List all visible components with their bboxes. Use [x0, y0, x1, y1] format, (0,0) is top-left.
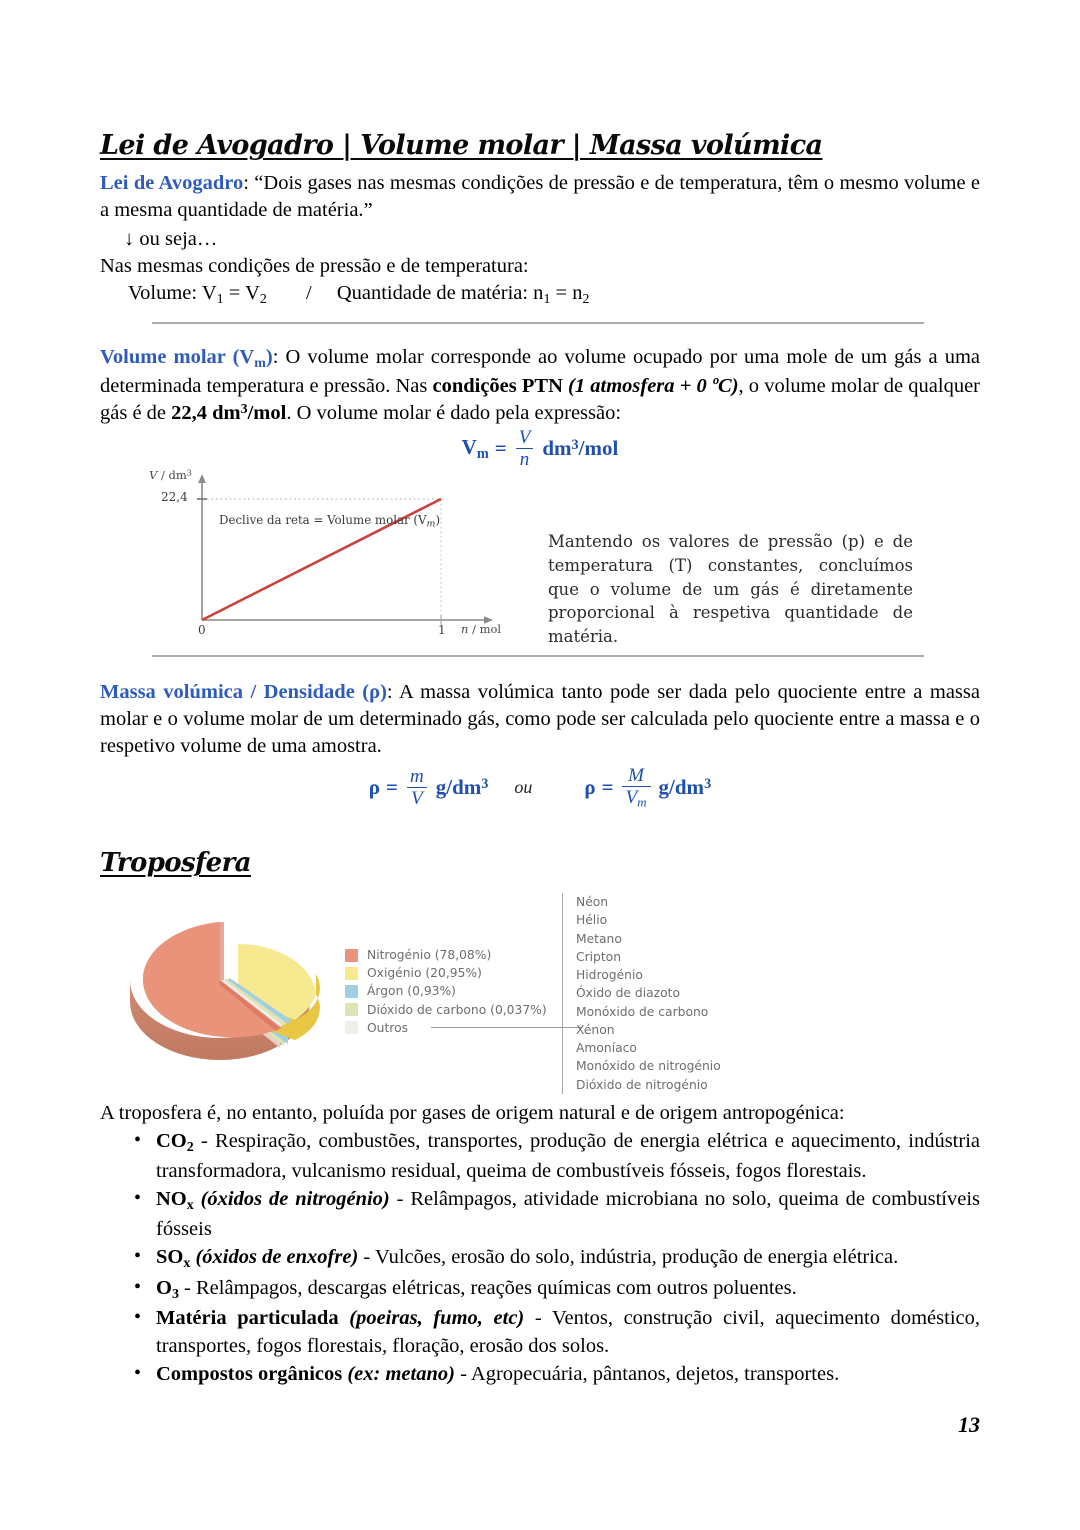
legend-swatch-nitrogen	[345, 949, 358, 962]
vm-lhs-v: V	[461, 434, 477, 459]
ptn-bold: condições PTN	[432, 375, 563, 398]
eq-1: =	[386, 775, 398, 800]
bullet-head-sub: 3	[171, 1286, 179, 1302]
condition-line: Nas mesmas condições de pressão e de temperatura:	[100, 255, 529, 277]
others-item: Hidrogénio	[576, 968, 643, 982]
others-item: Néon	[576, 895, 609, 909]
volume-molar-text-c: . O volume molar é dado pela expressão:	[286, 402, 622, 425]
volume-molar-text-b: , o volume molar de qualquer gás é de	[100, 375, 980, 425]
vm-denominator: n	[516, 448, 534, 469]
list-item	[134, 1305, 980, 1360]
bullet-head	[156, 1276, 179, 1302]
vm-numerator: V	[518, 427, 531, 448]
legend-item	[345, 964, 581, 982]
density-2-den-v: V	[625, 787, 638, 808]
vm-unit: $dm^3$/mol	[542, 436, 619, 460]
arrow-line-row	[124, 226, 984, 253]
troposfera-intro-row	[100, 1100, 980, 1127]
ou-separator: ou	[514, 777, 533, 798]
legend-swatch-co2	[345, 1003, 358, 1016]
legend-item	[345, 1001, 581, 1019]
volume-molar-label-close: )	[265, 346, 273, 368]
side-note-text: Mantendo os valores de pressão (p) e de temperatura (T) constantes, concluímos que o volume de um gás é diretamente proporcional à respetiva quantidade de matéria.	[548, 532, 913, 646]
others-item: Hélio	[576, 913, 608, 928]
massa-volumica-body: : A massa volúmica tanto pode ser dada pelo quociente entre a massa molar e o volume molar de um determinado gás, como pode ser calculada pelo quociente entre a massa e o respetivo volume de uma amostra.	[100, 681, 980, 758]
legend-label-nitrogen: Nitrogénio (78,08%)	[367, 948, 492, 963]
slope-annotation	[219, 513, 440, 529]
legend-swatch-argon	[345, 985, 358, 998]
legend-item-others	[345, 1019, 581, 1037]
vm-formula-row	[100, 428, 980, 469]
bullet-rest: - Vulcões, erosão do solo, indústria, produção de energia elétrica.	[358, 1246, 899, 1269]
slope-annotation-main: Declive da reta = Volume molar (V	[219, 513, 427, 527]
volume-molar-label-sub: m	[254, 355, 266, 371]
density-1-denominator: V	[407, 787, 427, 808]
others-item: Amoníaco	[576, 1041, 637, 1055]
density-2-den-sub: m	[637, 794, 647, 810]
troposfera-pie-chart	[120, 898, 345, 1068]
volume-molar-label	[100, 346, 273, 371]
vm-formula	[100, 428, 980, 469]
volume-molar-label-main: Volume molar (V	[100, 346, 255, 368]
legend-label-co2: Dióxido de carbono (0,037%)	[367, 1002, 547, 1017]
legend-label-others: Outros	[367, 1020, 409, 1035]
bullet-head-sub: x	[183, 1255, 191, 1271]
ptn-italic: (1 atmosfera + 0 ºC)	[568, 375, 739, 398]
legend-swatch-others	[345, 1021, 358, 1034]
quantity-equation: Quantidade de matéria: $n_1 = n_2$	[336, 282, 590, 307]
bullet-head-text: SO	[156, 1246, 184, 1269]
document-page	[100, 0, 980, 1530]
legend-label-argon: Árgon (0,93%)	[367, 984, 456, 999]
volume-equation: Volume: $V_1 = V_2$	[128, 282, 267, 307]
vm-lhs-sub: m	[476, 445, 489, 462]
bullet-head-text: NO	[156, 1188, 187, 1211]
vm-equals: =	[494, 436, 507, 460]
bullet-rest: - Agropecuária, pântanos, dejetos, transportes.	[454, 1363, 840, 1386]
volume-vs-mol-chart	[145, 468, 515, 643]
bullet-head-sub: 2	[186, 1139, 194, 1155]
legend-label-oxygen: Oxigénio (20,95%)	[367, 966, 482, 981]
list-item	[134, 1361, 980, 1388]
bullet-rest: - Relâmpagos, atividade microbiana no solo, queima de combustíveis fósseis	[156, 1188, 980, 1240]
bullet-italic: (ex: metano)	[347, 1363, 455, 1386]
others-item: Monóxido de carbono	[576, 1004, 709, 1019]
bullet-head	[156, 1188, 194, 1213]
slope-annotation-sub: m	[426, 518, 436, 530]
bullet-head	[156, 1246, 191, 1271]
volume-molar-text-a: : O volume molar corresponde ao volume ocupado por uma mole de um gás a uma determinada temperatura e pressão. Nas	[100, 346, 980, 398]
troposfera-intro: A troposfera é, no entanto, poluída por gases de origem natural e de origem antropogénica:	[100, 1102, 845, 1124]
pie-chart-svg	[120, 898, 345, 1068]
others-item: Óxido de diazoto	[576, 986, 680, 1001]
bullet-rest: - Ventos, construção civil, aquecimento doméstico, transportes, fogos florestais, floração, erosão dos solos.	[156, 1307, 980, 1357]
bullet-head: Compostos orgânicos	[156, 1363, 343, 1386]
vm-lhs	[462, 435, 489, 463]
molar-value: 22,4 $dm^3$/mol	[171, 402, 287, 425]
bullet-head: Matéria particulada	[156, 1307, 339, 1330]
massa-volumica-text	[100, 679, 980, 760]
list-item	[134, 1186, 980, 1243]
page-title: Lei de Avogadro | Volume molar | Massa volúmica	[100, 130, 823, 161]
divider-1-wrap	[100, 322, 980, 324]
bullet-italic: (óxidos de enxofre)	[195, 1246, 359, 1269]
troposfera-title-row	[100, 848, 980, 878]
others-item: Xénon	[576, 1022, 615, 1037]
avogadro-label: Lei de Avogadro	[100, 172, 244, 194]
bullet-head-text: O	[156, 1276, 172, 1299]
divider-2-wrap	[100, 655, 980, 657]
volume-molar-text	[100, 344, 980, 427]
density-2-numerator: M	[628, 765, 644, 786]
list-item	[134, 1275, 980, 1305]
bullet-rest: - Respiração, combustões, transportes, produção de energia elétrica e aquecimento, indústria transformadora, vulcanismo residual, queima de combustíveis fósseis, fogos florestais.	[156, 1130, 980, 1182]
line-chart-svg	[145, 468, 515, 643]
bullet-italic: (óxidos de nitrogénio)	[200, 1188, 390, 1211]
density-2-unit: $g/dm^3$	[658, 775, 712, 800]
page-title-row	[100, 130, 980, 161]
bullet-rest: - Relâmpagos, descargas elétricas, reações químicas com outros poluentes.	[178, 1276, 797, 1299]
legend-swatch-oxygen	[345, 967, 358, 980]
list-item	[134, 1244, 980, 1274]
density-fraction-1	[406, 767, 428, 808]
avogadro-body: : “Dois gases nas mesmas condições de pressão e de temperatura, têm o mesmo volume e a mesma quantidade de matéria.”	[100, 172, 981, 222]
pie-legend	[345, 946, 581, 1037]
density-fraction-2	[622, 766, 651, 810]
avogadro-paragraph	[100, 170, 980, 224]
vm-fraction	[515, 428, 535, 469]
bullet-head-sub: x	[186, 1197, 194, 1213]
pie-nitrogen-edge	[220, 922, 224, 980]
density-1-numerator: m	[410, 766, 424, 788]
density-formulas	[100, 766, 980, 810]
others-item: Metano	[576, 931, 622, 946]
others-item: Dióxido de nitrogénio	[576, 1077, 708, 1092]
others-gas-list	[562, 893, 721, 1094]
y-axis-label: V / $dm^3$	[149, 468, 192, 482]
density-formula-row	[100, 766, 980, 810]
others-item: Cripton	[576, 949, 622, 964]
rho-2: ρ	[584, 775, 596, 800]
volume-molar-paragraph	[100, 344, 980, 427]
eq-2: =	[601, 775, 614, 800]
others-item: Monóxido de nitrogénio	[576, 1059, 721, 1074]
slash-separator: /	[305, 282, 312, 304]
slope-annotation-close: )	[435, 513, 441, 527]
arrow-line: ↓ ou seja…	[124, 228, 218, 250]
legend-item	[345, 946, 581, 964]
side-note	[548, 530, 913, 649]
bullet-head	[156, 1130, 194, 1155]
equations-line	[128, 280, 988, 309]
density-1-unit: $g/dm^3$	[435, 775, 489, 800]
avogadro-text	[100, 170, 980, 224]
x-axis-label: n / mol	[461, 622, 502, 636]
others-connector-line	[431, 1027, 581, 1028]
divider-2	[152, 655, 924, 657]
page-number: 13	[958, 1412, 980, 1437]
list-item	[134, 1128, 980, 1185]
divider-1	[152, 322, 924, 324]
condition-line-row	[100, 253, 980, 280]
x-tick-label-0: 0	[198, 623, 206, 637]
equations-row	[128, 280, 988, 309]
bullet-italic: (poeiras, fumo, etc)	[349, 1307, 525, 1330]
massa-volumica-label: Massa volúmica / Densidade (ρ)	[100, 681, 387, 703]
y-axis-arrow	[198, 474, 206, 483]
pollutants-list	[100, 1128, 980, 1389]
bullet-head-text: CO	[156, 1130, 187, 1152]
y-tick-label: 22,4	[161, 490, 188, 504]
rho-1: ρ	[368, 775, 381, 800]
x-tick-label-1: 1	[438, 623, 446, 637]
pollutants-list-wrap	[100, 1128, 980, 1390]
legend-item	[345, 982, 581, 1000]
density-2-denominator	[622, 786, 651, 810]
troposfera-title: Troposfera	[100, 848, 251, 878]
massa-volumica-paragraph	[100, 679, 980, 760]
